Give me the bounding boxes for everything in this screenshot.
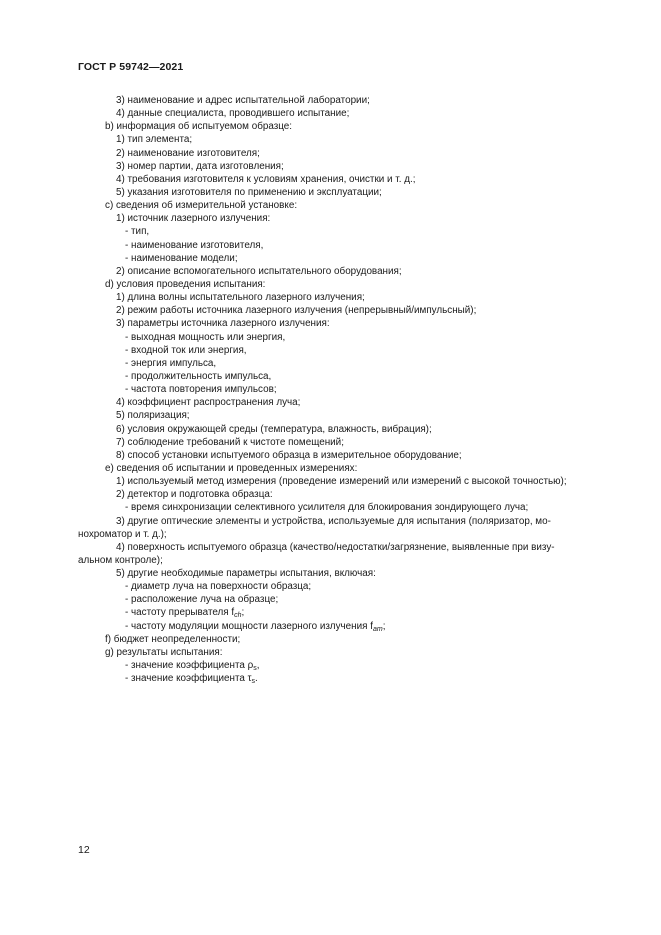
list-item: d) условия проведения испытания: bbox=[105, 278, 266, 290]
list-item bbox=[0, 659, 661, 672]
list-item: - тип, bbox=[125, 226, 150, 238]
list-item: 3) наименование и адрес испытательной лаборатории; bbox=[116, 95, 370, 106]
list-item: - выходная мощность или энергия, bbox=[125, 331, 286, 343]
list-item: f) бюджет неопределенности; bbox=[105, 633, 241, 645]
list-item bbox=[0, 620, 661, 633]
punctuation: . bbox=[255, 673, 258, 685]
list-item bbox=[0, 606, 661, 619]
list-item: - наименование изготовителя, bbox=[125, 239, 264, 251]
list-item: - время синхронизации селективного усилителя для блокирования зондирующего луча; bbox=[125, 502, 529, 514]
list-item: 4) требования изготовителя к условиям хранения, очистки и т. д.; bbox=[116, 173, 416, 185]
subscript: s bbox=[251, 678, 256, 686]
list-item: 4) коэффициент распространения луча; bbox=[116, 397, 301, 409]
list-item: c) сведения об измерительной установке: bbox=[105, 200, 298, 212]
punctuation: ; bbox=[241, 607, 245, 619]
list-item: 6) условия окружающей среды (температура, влажность, вибрация); bbox=[116, 423, 432, 435]
list-item: 2) наименование изготовителя; bbox=[116, 147, 260, 159]
list-item: 2) режим работы источника лазерного излучения (непрерывный/импульсный); bbox=[116, 305, 477, 317]
list-item: - продолжительность импульса, bbox=[125, 370, 272, 382]
punctuation: , bbox=[256, 660, 260, 672]
list-item-text: - значение коэффициента τ bbox=[125, 673, 252, 685]
list-item: 5) поляризация; bbox=[116, 410, 190, 422]
list-item: 2) детектор и подготовка образца: bbox=[116, 489, 273, 501]
list-item: - частота повторения импульсов; bbox=[125, 384, 277, 396]
list-item: e) сведения об испытании и проведенных измерениях: bbox=[105, 462, 358, 474]
list-item: - входной ток или энергия, bbox=[125, 344, 247, 356]
list-item: - энергия импульса, bbox=[125, 357, 217, 369]
requirements-list bbox=[0, 94, 661, 685]
list-item: 7) соблюдение требований к чистоте помещений; bbox=[116, 436, 344, 448]
list-item: 3) номер партии, дата изготовления; bbox=[116, 160, 284, 172]
list-item: 1) используемый метод измерения (проведение измерений или измерений с высокой точностью); bbox=[116, 476, 567, 488]
list-item bbox=[0, 672, 661, 685]
list-item: - наименование модели; bbox=[125, 252, 238, 264]
list-item-text: - частоту модуляции мощности лазерного излучения f bbox=[125, 620, 373, 632]
page-number: 12 bbox=[78, 844, 90, 856]
list-item: 1) тип элемента; bbox=[116, 134, 193, 146]
list-item-continuation: альном контроле); bbox=[78, 554, 163, 566]
list-item: b) информация об испытуемом образце: bbox=[105, 121, 293, 133]
list-item: 3) другие оптические элементы и устройства, используемые для испытания (поляризатор, мо- bbox=[116, 515, 551, 527]
list-item: g) результаты испытания: bbox=[105, 646, 223, 658]
subscript: s bbox=[253, 665, 257, 673]
list-item: 2) описание вспомогательного испытательного оборудования; bbox=[116, 265, 402, 277]
list-item: 4) поверхность испытуемого образца (качество/недостатки/загрязнение, выявленные при визу- bbox=[116, 541, 555, 553]
list-item-text: - частоту прерывателя f bbox=[125, 607, 235, 619]
subscript: am bbox=[372, 625, 383, 633]
subscript: ch bbox=[234, 612, 242, 620]
list-item: 5) другие необходимые параметры испытания, включая: bbox=[116, 568, 376, 580]
list-item: 3) параметры источника лазерного излучения: bbox=[116, 318, 330, 330]
list-item: 4) данные специалиста, проводившего испытание; bbox=[116, 108, 350, 120]
list-item-text: - значение коэффициента ρ bbox=[125, 660, 254, 672]
list-item: 1) источник лазерного излучения: bbox=[116, 213, 271, 225]
list-item: 8) способ установки испытуемого образца в измерительное оборудование; bbox=[116, 449, 462, 461]
list-item: - расположение луча на образце; bbox=[125, 594, 279, 606]
punctuation: ; bbox=[382, 620, 386, 632]
list-item: 5) указания изготовителя по применению и эксплуатации; bbox=[116, 186, 382, 198]
list-item: - диаметр луча на поверхности образца; bbox=[125, 581, 312, 593]
list-item-continuation: нохроматор и т. д.); bbox=[78, 528, 167, 540]
list-item: 1) длина волны испытательного лазерного излучения; bbox=[116, 292, 365, 304]
document-id: ГОСТ Р 59742—2021 bbox=[78, 61, 184, 73]
